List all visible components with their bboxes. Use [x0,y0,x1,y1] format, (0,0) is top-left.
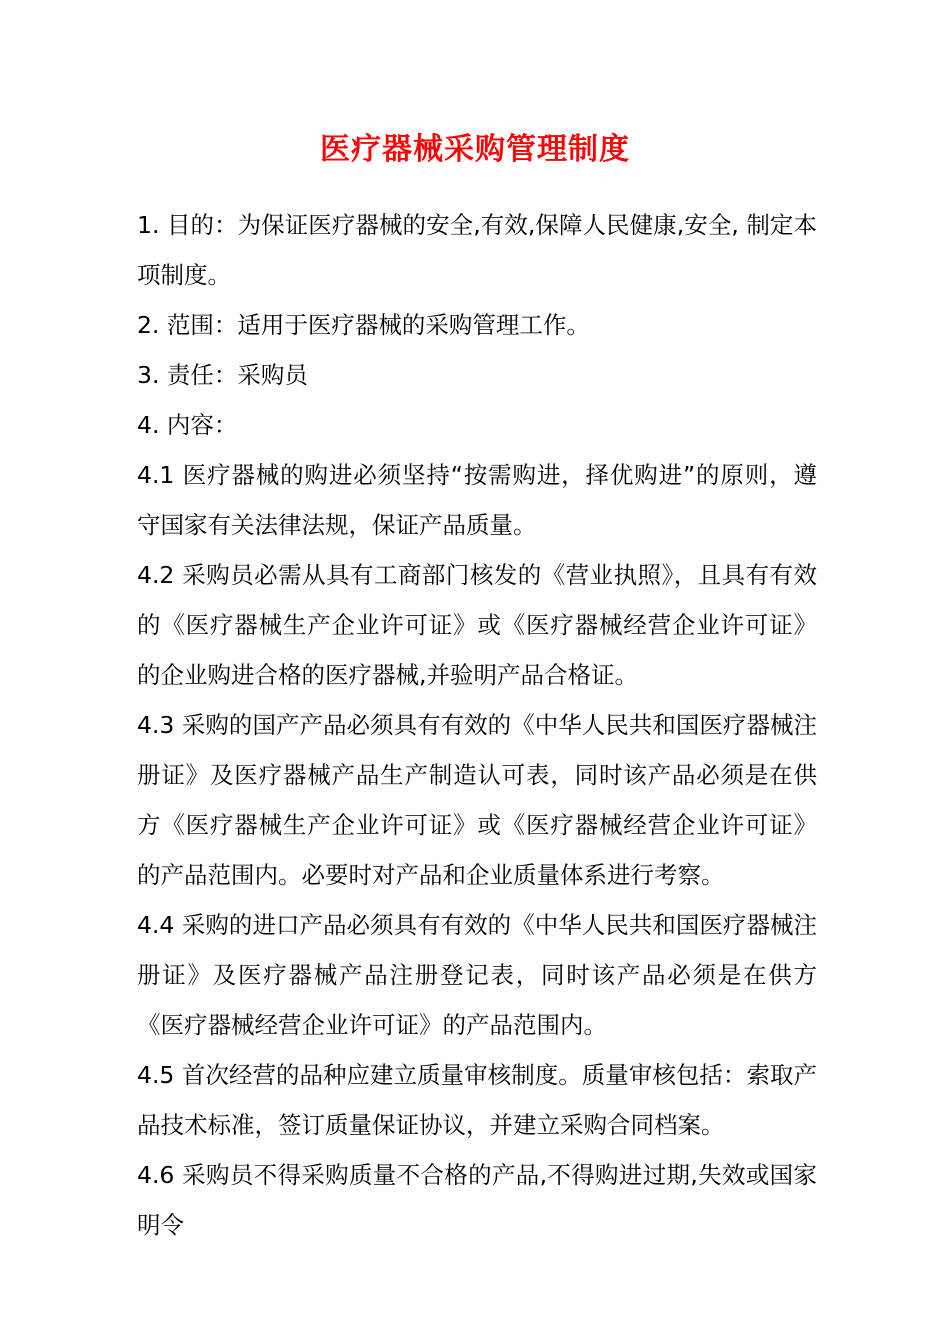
paragraph-scope: 2. 范围：适用于医疗器械的采购管理工作。 [137,311,590,339]
paragraph-4-5: 4.5 首次经营的品种应建立质量审核制度。质量审核包括：索取产品技术标准，签订质量保证协议，并建立采购合同档案。 [137,1061,817,1139]
paragraph-purpose: 1. 目的：为保证医疗器械的安全,有效,保障人民健康,安全, 制定本项制度。 [137,211,817,289]
paragraph-4-4: 4.4 采购的进口产品必须具有有效的《中华人民共和国医疗器械注册证》及医疗器械产品注册登记表，同时该产品必须是在供方《医疗器械经营企业许可证》的产品范围内。 [137,911,817,1039]
document-body [137,200,817,1250]
paragraph-4-1: 4.1 医疗器械的购进必须坚持“按需购进，择优购进”的原则，遵守国家有关法律法规，保证产品质量。 [137,461,817,539]
paragraph-4-6: 4.6 采购员不得采购质量不合格的产品,不得购进过期,失效或国家明令 [137,1161,817,1239]
paragraph-responsibility: 3. 责任：采购员 [137,361,308,389]
paragraph-content-heading: 4. 内容： [137,411,238,439]
paragraph-4-3: 4.3 采购的国产产品必须具有有效的《中华人民共和国医疗器械注册证》及医疗器械产品生产制造认可表，同时该产品必须是在供方《医疗器械生产企业许可证》或《医疗器械经营企业许可证》的产品范围内。必要时对产品和企业质量体系进行考察。 [137,711,817,889]
paragraph-4-2: 4.2 采购员必需从具有工商部门核发的《营业执照》，且具有有效的《医疗器械生产企业许可证》或《医疗器械经营企业许可证》的企业购进合格的医疗器械,并验明产品合格证。 [137,561,817,689]
document-title: 医疗器械采购管理制度 [320,132,630,167]
